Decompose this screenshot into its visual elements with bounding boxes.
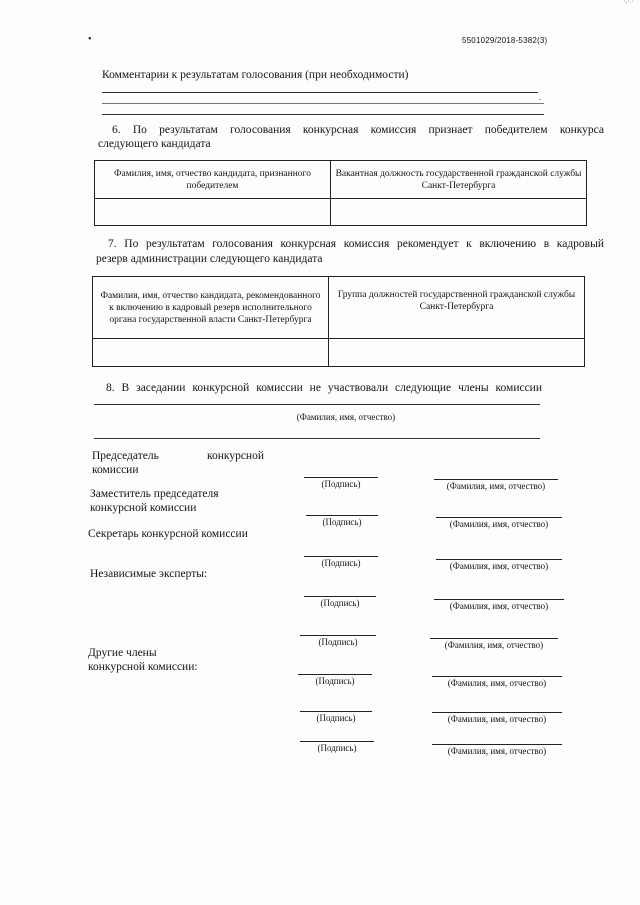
name-field-chairman[interactable]: (Фамилия, имя, отчество) [434, 479, 558, 491]
absent-members-line [94, 404, 540, 405]
role-chairman-word-1: Председатель [92, 450, 159, 462]
comments-line-1 [102, 92, 538, 93]
section-8-text: 8. В заседании конкурсной комиссии не участвовали следующие члены комиссии [106, 382, 542, 394]
reserve-table-cell-name[interactable] [93, 339, 329, 367]
section-6-line-1: 6. По результатам голосования конкурсная комиссия признает победителем конкурса [112, 124, 604, 136]
signature-field-member-2[interactable]: (Подпись) [300, 711, 372, 723]
signature-field-expert-1[interactable]: (Подпись) [304, 596, 376, 608]
document-number: 5501029/2018-5382(3) [462, 36, 548, 45]
winner-table-cell-position[interactable] [331, 199, 587, 226]
section-7-line-1: 7. По результатам голосования конкурсная комиссия рекомендует к включению в кадровый [108, 238, 604, 250]
role-deputy-line-2: конкурсной комиссии [90, 502, 197, 514]
name-field-secretary[interactable]: (Фамилия, имя, отчество) [436, 559, 562, 571]
signature-field-expert-2[interactable]: (Подпись) [300, 635, 376, 647]
margin-mark: • [88, 34, 92, 45]
role-other-members-line-1: Другие члены [88, 647, 157, 659]
name-field-deputy[interactable]: (Фамилия, имя, отчество) [436, 517, 562, 529]
role-chairman [92, 449, 264, 477]
signature-field-chairman[interactable]: (Подпись) [304, 477, 378, 489]
name-field-expert-1[interactable]: (Фамилия, имя, отчество) [434, 599, 564, 611]
comments-dot: . [539, 93, 541, 102]
role-chairman-word-2: конкурсной [207, 450, 264, 462]
signature-field-deputy[interactable]: (Подпись) [306, 515, 378, 527]
winner-table-header-name: Фамилия, имя, отчество кандидата, признанного победителем [95, 161, 331, 199]
winner-table-header-position: Вакантная должность государственной гражданской службы Санкт-Петербурга [331, 161, 587, 199]
section-7-line-2: резерв администрации следующего кандидата [96, 253, 323, 265]
role-deputy [90, 487, 219, 515]
comments-line-2 [102, 103, 544, 104]
role-other-members-line-2: конкурсной комиссии: [88, 661, 198, 673]
corner-mark: ·:·:· [623, 0, 634, 5]
signature-field-member-1[interactable]: (Подпись) [298, 674, 372, 686]
signature-field-member-3[interactable]: (Подпись) [300, 741, 374, 753]
role-secretary: Секретарь конкурсной комиссии [88, 528, 248, 540]
role-deputy-line-1: Заместитель председателя [90, 488, 219, 500]
role-experts: Независимые эксперты: [90, 568, 208, 580]
comments-label: Комментарии к результатам голосования (при необходимости) [102, 69, 409, 81]
section-6-line-2: следующего кандидата [98, 138, 211, 150]
reserve-table [92, 276, 585, 367]
comments-line-3 [102, 114, 544, 115]
reserve-table-cell-group[interactable] [329, 339, 585, 367]
name-field-member-3[interactable]: (Фамилия, имя, отчество) [432, 744, 562, 756]
name-field-expert-2[interactable]: (Фамилия, имя, отчество) [430, 638, 558, 650]
signature-field-secretary[interactable]: (Подпись) [304, 556, 378, 568]
winner-table-cell-name[interactable] [95, 199, 331, 226]
name-field-member-2[interactable]: (Фамилия, имя, отчество) [432, 712, 562, 724]
reserve-table-header-group: Группа должностей государственной гражданской службы Санкт-Петербурга [329, 277, 585, 339]
name-field-member-1[interactable]: (Фамилия, имя, отчество) [432, 676, 562, 688]
role-chairman-word-3: комиссии [92, 464, 139, 476]
winner-table [94, 160, 587, 226]
reserve-table-header-name: Фамилия, имя, отчество кандидата, рекомендованного к включению в кадровый резерв исполнительного органа государственной власти Санкт-Петербурга [93, 277, 329, 339]
role-other-members [88, 646, 198, 674]
absent-members-caption: (Фамилия, имя, отчество) [296, 412, 396, 422]
absent-members-line-2 [94, 438, 540, 439]
